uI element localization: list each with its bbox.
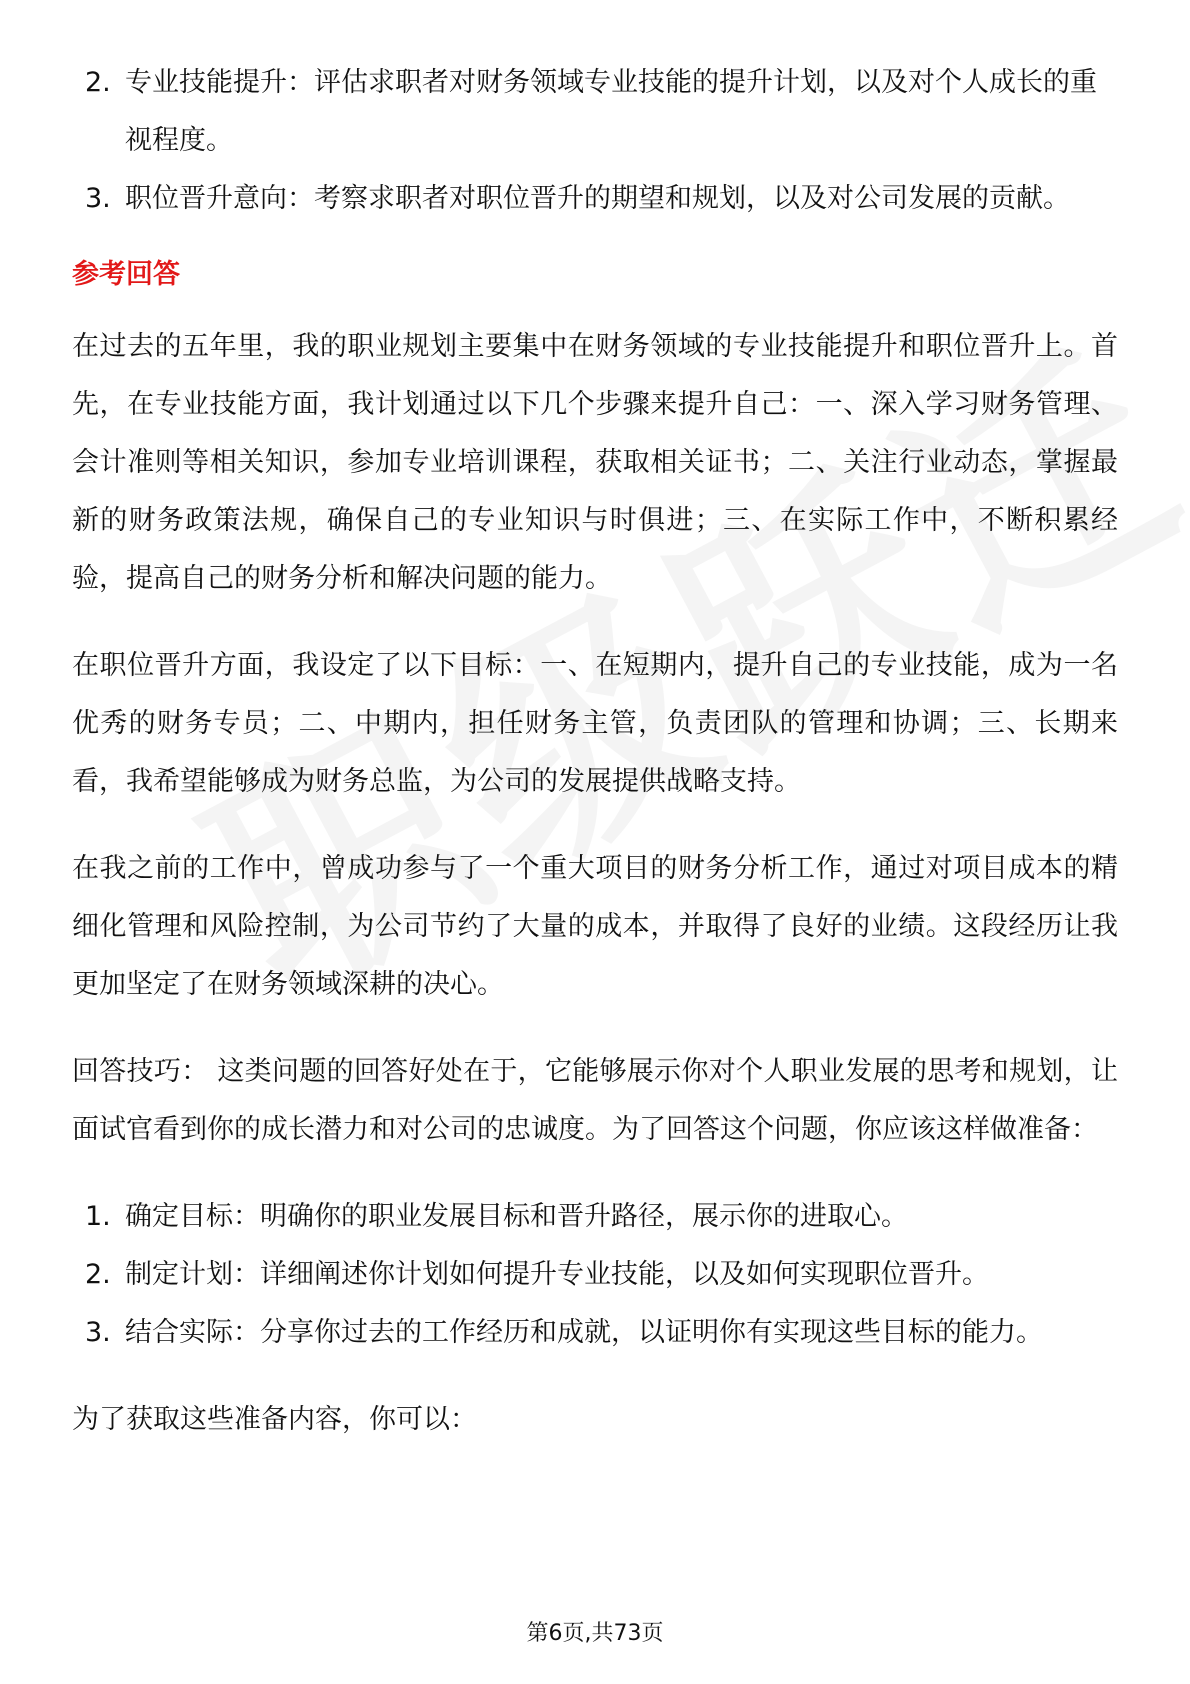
bottom-list bbox=[72, 1188, 1118, 1362]
document-page bbox=[72, 54, 1118, 1478]
list-number: 3. bbox=[85, 183, 111, 214]
list-text: 专业技能提升：评估求职者对财务领域专业技能的提升计划，以及对个人成长的重视程度。 bbox=[125, 67, 1097, 156]
list-item bbox=[72, 170, 1118, 228]
closing-paragraph: 为了获取这些准备内容，你可以： bbox=[72, 1404, 477, 1435]
list-number: 1. bbox=[85, 1201, 111, 1232]
list-number: 3. bbox=[85, 1317, 111, 1348]
top-list bbox=[72, 54, 1118, 228]
list-text: 制定计划：详细阐述你计划如何提升专业技能，以及如何实现职位晋升。 bbox=[125, 1259, 989, 1290]
page-footer: 第6页,共73页 bbox=[526, 1621, 664, 1646]
paragraph: 回答技巧： 这类问题的回答好处在于，它能够展示你对个人职业发展的思考和规划，让面试官看到你的成长潜力和对公司的忠诚度。为了回答这个问题，你应该这样做准备： bbox=[72, 1056, 1118, 1145]
list-text: 结合实际：分享你过去的工作经历和成就，以证明你有实现这些目标的能力。 bbox=[125, 1317, 1043, 1348]
section-heading: 参考回答 bbox=[72, 259, 180, 290]
list-item bbox=[72, 54, 1118, 170]
list-item bbox=[72, 1188, 1118, 1246]
paragraph: 在过去的五年里，我的职业规划主要集中在财务领域的专业技能提升和职位晋升上。首先，在专业技能方面，我计划通过以下几个步骤来提升自己：一、深入学习财务管理、会计准则等相关知识，参加专业培训课程，获取相关证书；二、关注行业动态，掌握最新的财务政策法规，确保自己的专业知识与时俱进；三、在实际工作中，不断积累经验，提高自己的财务分析和解决问题的能力。 bbox=[72, 331, 1118, 594]
paragraph: 在我之前的工作中，曾成功参与了一个重大项目的财务分析工作，通过对项目成本的精细化管理和风险控制，为公司节约了大量的成本，并取得了良好的业绩。这段经历让我更加坚定了在财务领域深耕的决心。 bbox=[72, 853, 1118, 1000]
list-number: 2. bbox=[85, 67, 111, 98]
list-item bbox=[72, 1246, 1118, 1304]
list-text: 确定目标：明确你的职业发展目标和晋升路径，展示你的进取心。 bbox=[125, 1201, 908, 1232]
list-item bbox=[72, 1304, 1118, 1362]
paragraph: 在职位晋升方面，我设定了以下目标：一、在短期内，提升自己的专业技能，成为一名优秀的财务专员；二、中期内，担任财务主管，负责团队的管理和协调；三、长期来看，我希望能够成为财务总监，为公司的发展提供战略支持。 bbox=[72, 650, 1118, 797]
list-text: 职位晋升意向：考察求职者对职位晋升的期望和规划，以及对公司发展的贡献。 bbox=[125, 183, 1070, 214]
list-number: 2. bbox=[85, 1259, 111, 1290]
